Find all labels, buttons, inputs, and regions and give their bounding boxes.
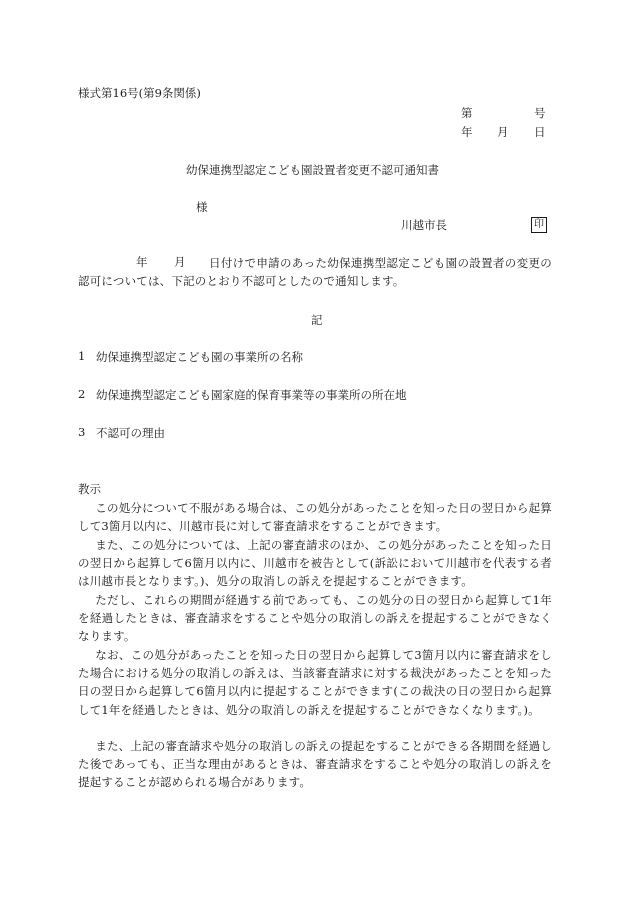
instruction-paragraph-5: また、上記の審査請求や処分の取消しの訴えの提起をすることができる各期間を経過した後であっても、正当な理由があるときは、審査請求をすることや処分の取消しの訴えを提起することが認められる場合があります。 xyxy=(78,739,552,790)
doc-number-prefix: 第 xyxy=(461,106,473,120)
date-year: 年 xyxy=(461,125,473,139)
form-number: 様式第16号(第9条関係) xyxy=(78,86,201,100)
intro-text: 日付けで申請のあった幼保連携型認定こども園の設置者の変更の認可については、下記のとおり不認可としたので通知します。 xyxy=(78,256,552,288)
instruction-paragraph-3: ただし、これらの期間が経過する前であっても、この処分の日の翌日から起算して1年を経過したときは、審査請求をすることや処分の取消しの訴えを提起することができなくなります。 xyxy=(78,593,552,644)
sender-name: 川越市長 xyxy=(401,218,447,232)
date-month: 月 xyxy=(497,125,509,139)
intro-year: 年 xyxy=(136,255,148,269)
ki-heading: 記 xyxy=(311,313,323,327)
instruction-paragraph-2: また、この処分については、上記の審査請求のほか、この処分があったことを知った日の翌日から起算して6箇月以内に、川越市を被告として(訴訟において川越市を代表する者は川越市長となります。)、処分の取消しの訴えを提起することができます。 xyxy=(78,538,552,589)
doc-number-suffix: 号 xyxy=(534,106,546,120)
item-2-number: 2 xyxy=(78,387,86,401)
item-3-text: 不認可の理由 xyxy=(96,426,165,440)
item-1-number: 1 xyxy=(78,349,86,363)
instruction-heading: 教示 xyxy=(78,482,101,496)
seal-stamp: 印 xyxy=(531,217,547,233)
item-2-text: 幼保連携型認定こども園家庭的保育事業等の事業所の所在地 xyxy=(96,388,407,402)
instruction-paragraph-1: この処分について不服がある場合は、この処分があったことを知った日の翌日から起算して3箇月以内に、川越市長に対して審査請求をすることができます。 xyxy=(78,501,552,534)
addressee-suffix: 様 xyxy=(196,200,208,214)
item-3-number: 3 xyxy=(78,425,86,439)
instruction-paragraph-4: なお、この処分があったことを知った日の翌日から起算して3箇月以内に審査請求をした場合における処分の取消しの訴えは、当該審査請求に対する裁決があったことを知った日の翌日から起算して6箇月以内に提起することができます(この裁決の日の翌日から起算して1年を経過したときは、処分の取消しの訴えを提起することができなくなります。)。 xyxy=(78,648,552,717)
item-1-text: 幼保連携型認定こども園の事業所の名称 xyxy=(96,350,303,364)
document-title: 幼保連携型認定こども園設置者変更不認可通知書 xyxy=(186,163,439,177)
intro-month: 月 xyxy=(174,255,186,269)
date-day: 日 xyxy=(534,125,546,139)
